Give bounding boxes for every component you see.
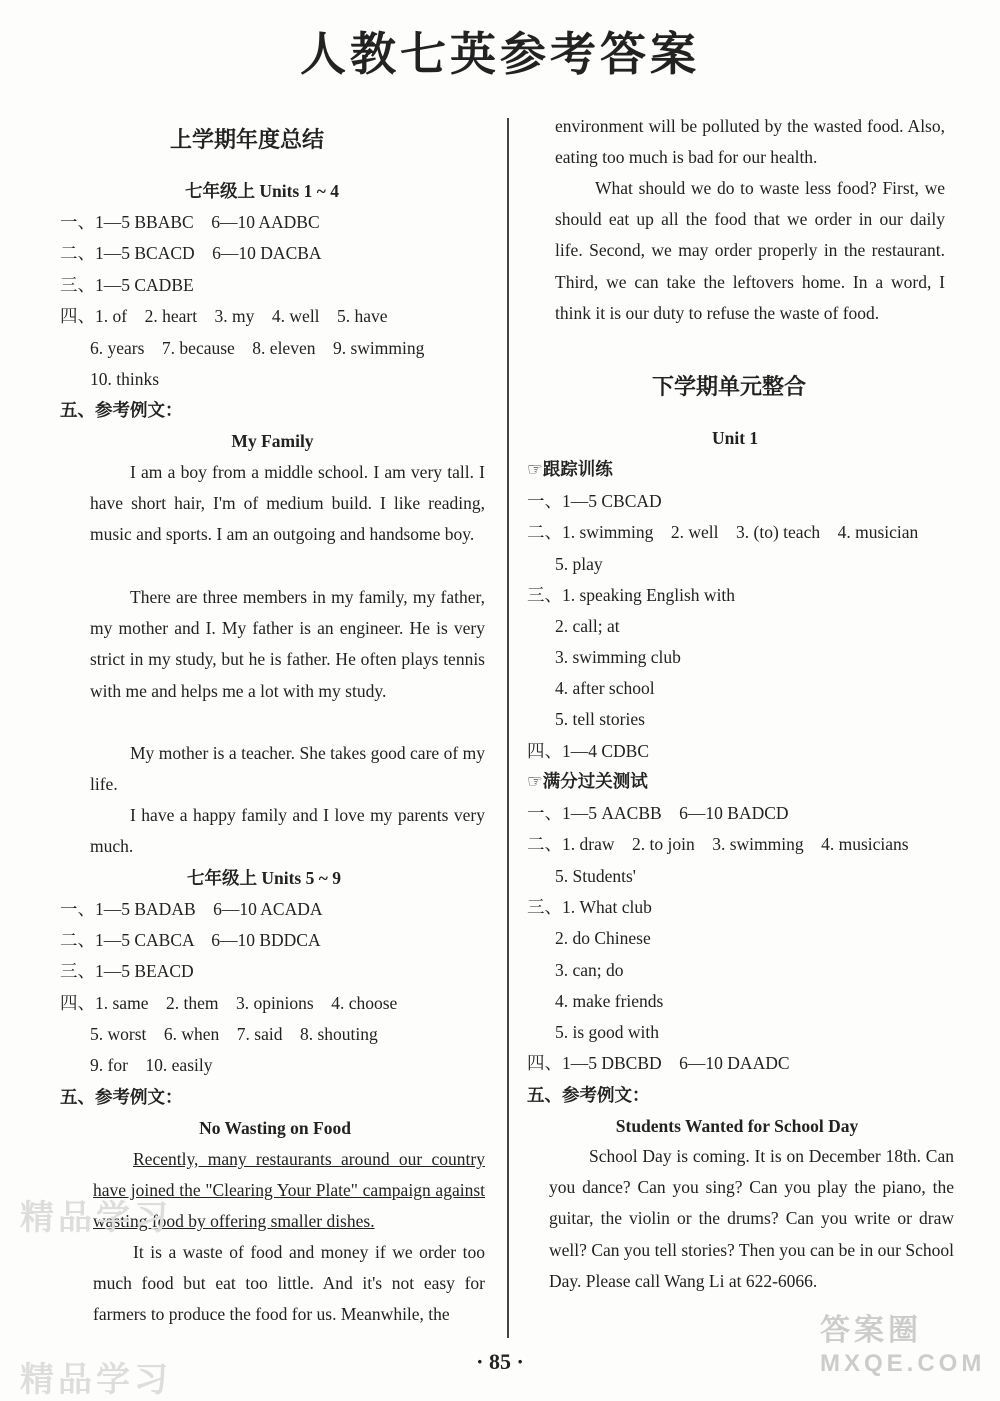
sample-essay-label: 五、参考例文： [60,400,183,420]
answer-line: 6. years 7. because 8. eleven 9. swimming [90,338,425,358]
essay-title: No Wasting on Food [199,1118,351,1138]
answer-line: 5. is good with [555,1022,660,1042]
answer-line: 4. after school [555,678,655,698]
answer-line: 四、1—5 DBCBD 6—10 DAADC [527,1053,790,1073]
page-number: · 85 · [476,1349,524,1374]
watermark-url: MXQE.COM [820,1350,986,1377]
answer-line: 5. tell stories [555,709,645,729]
answer-line: 一、1—5 BADAB 6—10 ACADA [60,899,323,919]
answer-line: 三、1. speaking English with [527,585,736,605]
answer-line: 5. play [555,554,603,574]
answer-line: 5. worst 6. when 7. said 8. shouting [90,1024,378,1044]
essay-paragraph: What should we do to waste less food? First, we should eat up all the food that we order in our daily life. Second, we may order properly in the restaurant. Third, we can take the leftovers home. In a word, I think it is our duty to refuse the waste of food. [555,178,945,323]
subsection-tracking-practice: ☞跟踪训练 [527,460,613,480]
answer-line: 四、1—4 CDBC [527,741,650,761]
page-title: 人教七英参考答案 [300,27,700,81]
section-title-first-term: 上学期年度总结 [170,128,325,153]
section-title-second-term: 下学期单元整合 [652,375,807,400]
sample-essay-label: 五、参考例文： [527,1085,650,1105]
essay-title: Students Wanted for School Day [615,1116,859,1136]
essay-paragraph: I have a happy family and I love my parents very much. [90,805,485,857]
answer-line: 四、1. same 2. them 3. opinions 4. choose [60,993,398,1013]
answer-line: 四、1. of 2. heart 3. my 4. well 5. have [60,306,388,326]
subsection-full-score-test: ☞满分过关测试 [527,772,648,792]
sample-essay-label: 五、参考例文： [60,1087,183,1107]
answer-line: 5. Students' [555,866,636,886]
answer-line: 二、1. draw 2. to join 3. swimming 4. musicians [527,834,909,854]
unit-heading: Unit 1 [712,428,759,448]
essay-title: My Family [231,431,314,451]
answer-line: 2. call; at [555,616,620,636]
grade-heading-units-5-9: 七年级上 Units 5 ~ 9 [187,868,341,888]
essay-paragraph: environment will be polluted by the wasted food. Also, eating too much is bad for our health. [555,116,945,168]
answer-line: 9. for 10. easily [90,1055,213,1075]
answer-line: 10. thinks [90,369,160,389]
column-divider [507,118,509,1338]
answer-line: 三、1—5 CADBE [60,275,194,295]
answer-line: 3. swimming club [555,647,681,667]
watermark: 精品学习 [20,1360,172,1400]
watermark-logo: 答案圈 [820,1313,922,1348]
answer-line: 3. can; do [555,960,624,980]
essay-paragraph: There are three members in my family, my father, my mother and I. My father is an engineer. He is very strict in my study, but he is father. He often plays tennis with me and helps me a lot with my study. [90,587,485,701]
answer-line: 一、1—5 BBABC 6—10 AADBC [60,212,320,232]
answer-line: 二、1—5 BCACD 6—10 DACBA [60,243,322,263]
answer-line: 二、1. swimming 2. well 3. (to) teach 4. musician [527,522,919,542]
essay-paragraph: My mother is a teacher. She takes good care of my life. [90,743,485,795]
answer-line: 一、1—5 CBCAD [527,491,662,511]
answer-line: 三、1. What club [527,897,652,917]
grade-heading-units-1-4: 七年级上 Units 1 ~ 4 [185,181,339,201]
answer-line: 一、1—5 AACBB 6—10 BADCD [527,803,789,823]
answer-line: 2. do Chinese [555,928,651,948]
answer-line: 三、1—5 BEACD [60,961,194,981]
essay-paragraph: I am a boy from a middle school. I am very tall. I have short hair, I'm of medium build. I like reading, music and sports. I am an outgoing and handsome boy. [90,462,485,545]
watermark: 精品学习 [20,1198,172,1238]
answer-line: 二、1—5 CABCA 6—10 BDDCA [60,930,321,950]
essay-paragraph: It is a waste of food and money if we order too much food but eat too little. And it's not easy for farmers to produce the food for us. Meanwhile, the [93,1242,485,1325]
answer-line: 4. make friends [555,991,664,1011]
essay-paragraph-underlined: Recently, many restaurants around our country have joined the "Clearing Your Plate" campaign against wasting food by offering smaller dishes. [93,1149,485,1232]
essay-paragraph: School Day is coming. It is on December 18th. Can you dance? Can you sing? Can you play the piano, the guitar, the violin or the drums? Can you write or draw well? Can you tell stories? Then you can be in our School Day. Please call Wang Li at 622-6066. [549,1146,954,1291]
